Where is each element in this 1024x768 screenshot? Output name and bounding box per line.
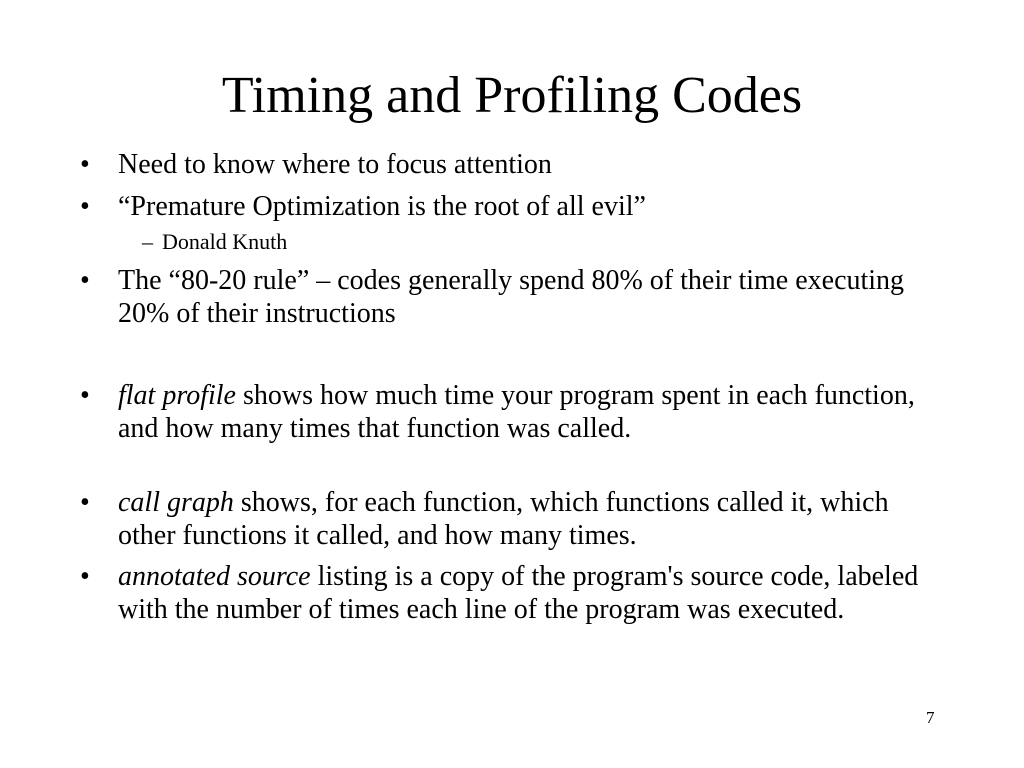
bullet-80-20-rule	[80, 264, 940, 330]
bullet-marker: •	[80, 561, 90, 592]
bullet-premature-optimization	[80, 190, 940, 223]
bullet-text: Need to know where to focus attention	[118, 149, 552, 180]
bullet-text: The “80-20 rule” – codes generally spend 80% of their time executing 20% of their instructions	[118, 265, 905, 329]
term-call-graph: call graph	[118, 487, 234, 518]
bullet-text: “Premature Optimization is the root of all evil”	[118, 191, 646, 222]
sub-bullet-text: Donald Knuth	[162, 229, 288, 254]
page-number: 7	[926, 708, 935, 727]
bullet-annotated-source	[80, 560, 940, 626]
bullet-text	[118, 379, 940, 445]
slide-title: Timing and Profiling Codes	[221, 67, 803, 124]
bullet-call-graph	[80, 486, 940, 552]
bullet-body: listing is a copy of the program's source code, labeled with the number of times each line of the program was executed.	[118, 561, 919, 625]
bullet-focus-attention	[80, 148, 940, 181]
bullet-marker: •	[80, 149, 90, 180]
term-annotated-source: annotated source	[118, 561, 311, 592]
bullet-text	[118, 486, 940, 552]
sub-bullet-attribution	[142, 228, 287, 256]
bullet-text	[118, 560, 940, 626]
bullet-marker: •	[80, 380, 90, 411]
bullet-body: shows, for each function, which functions called it, which other functions it called, and how many times.	[118, 487, 889, 551]
bullet-flat-profile	[80, 379, 940, 445]
bullet-marker: •	[80, 191, 90, 222]
bullet-marker: •	[80, 487, 90, 518]
bullet-marker: •	[80, 265, 90, 296]
bullet-body: shows how much time your program spent in each function, and how many times that function was called.	[118, 380, 915, 444]
sub-bullet-marker: –	[142, 229, 153, 254]
term-flat-profile: flat profile	[118, 380, 236, 411]
